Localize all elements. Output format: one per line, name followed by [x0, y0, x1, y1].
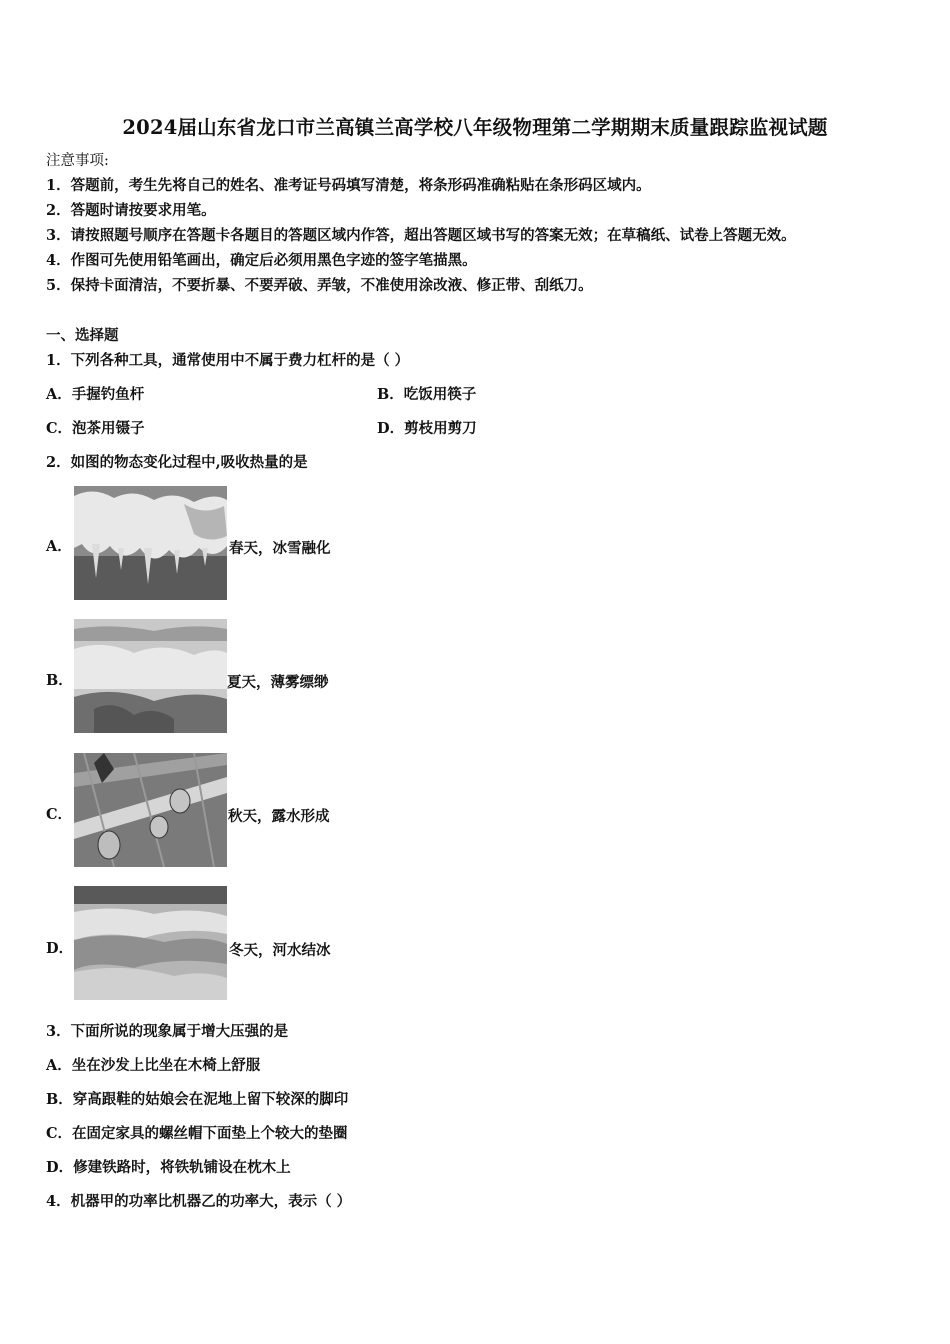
question-2-option-a-letter: A．: [46, 538, 72, 555]
notice-item-5: 5．保持卡面清洁，不要折暴、不要弄破、弄皱，不准使用涂改液、修正带、刮纸刀。: [46, 277, 593, 294]
question-3-option-d: D．修建铁路时，将铁轨铺设在枕木上: [46, 1159, 291, 1176]
frozen-river-photo: [74, 886, 227, 1000]
notice-item-4: 4．作图可先使用铅笔画出，确定后必须用黑色字迹的签字笔描黑。: [46, 252, 477, 269]
question-1-option-c: C．泡茶用镊子: [46, 420, 145, 437]
question-1-option-b: B．吃饭用筷子: [377, 386, 477, 403]
question-2-option-d-text: 冬天，河水结冰: [229, 942, 331, 959]
question-2-option-b-letter: B．: [46, 672, 73, 689]
question-2-option-c-text: 秋天，露水形成: [228, 808, 330, 825]
notice-item-3: 3．请按照题号顺序在答题卡各题目的答题区域内作答，超出答题区域书写的答案无效；在草稿纸、试卷上答题无效。: [46, 227, 796, 244]
question-1-option-a: A．手握钓鱼杆: [46, 386, 145, 403]
mist-mountains-photo: [74, 619, 227, 733]
question-2-stem: 2．如图的物态变化过程中,吸收热量的是: [46, 454, 308, 471]
question-2-option-b-text: 夏天，薄雾缥缈: [227, 674, 329, 691]
question-3-option-b: B．穿高跟鞋的姑娘会在泥地上留下较深的脚印: [46, 1091, 349, 1108]
question-1-stem: 1．下列各种工具，通常使用中不属于费力杠杆的是（ ）: [46, 352, 410, 369]
question-3-stem: 3．下面所说的现象属于增大压强的是: [46, 1023, 289, 1040]
melting-ice-photo: [74, 486, 227, 600]
question-3-option-a: A．坐在沙发上比坐在木椅上舒服: [46, 1057, 261, 1074]
notice-heading: 注意事项:: [46, 153, 109, 169]
question-2-option-d-letter: D．: [46, 940, 74, 957]
notice-item-1: 1．答题前，考生先将自己的姓名、准考证号码填写清楚，将条形码准确粘贴在条形码区域内。: [46, 177, 651, 194]
question-2-option-c-letter: C．: [46, 806, 73, 823]
section-heading: 一、选择题: [46, 327, 119, 344]
question-3-option-c: C．在固定家具的螺丝帽下面垫上个较大的垫圈: [46, 1125, 348, 1142]
question-4-stem: 4．机器甲的功率比机器乙的功率大，表示（ ）: [46, 1193, 352, 1210]
dew-drops-photo: [74, 753, 227, 867]
page-title: 2024届山东省龙口市兰高镇兰高学校八年级物理第二学期期末质量跟踪监视试题: [122, 116, 828, 139]
question-1-option-d: D．剪枝用剪刀: [377, 420, 477, 437]
question-2-option-a-text: 春天，冰雪融化: [229, 540, 331, 557]
notice-item-2: 2．答题时请按要求用笔。: [46, 202, 216, 219]
